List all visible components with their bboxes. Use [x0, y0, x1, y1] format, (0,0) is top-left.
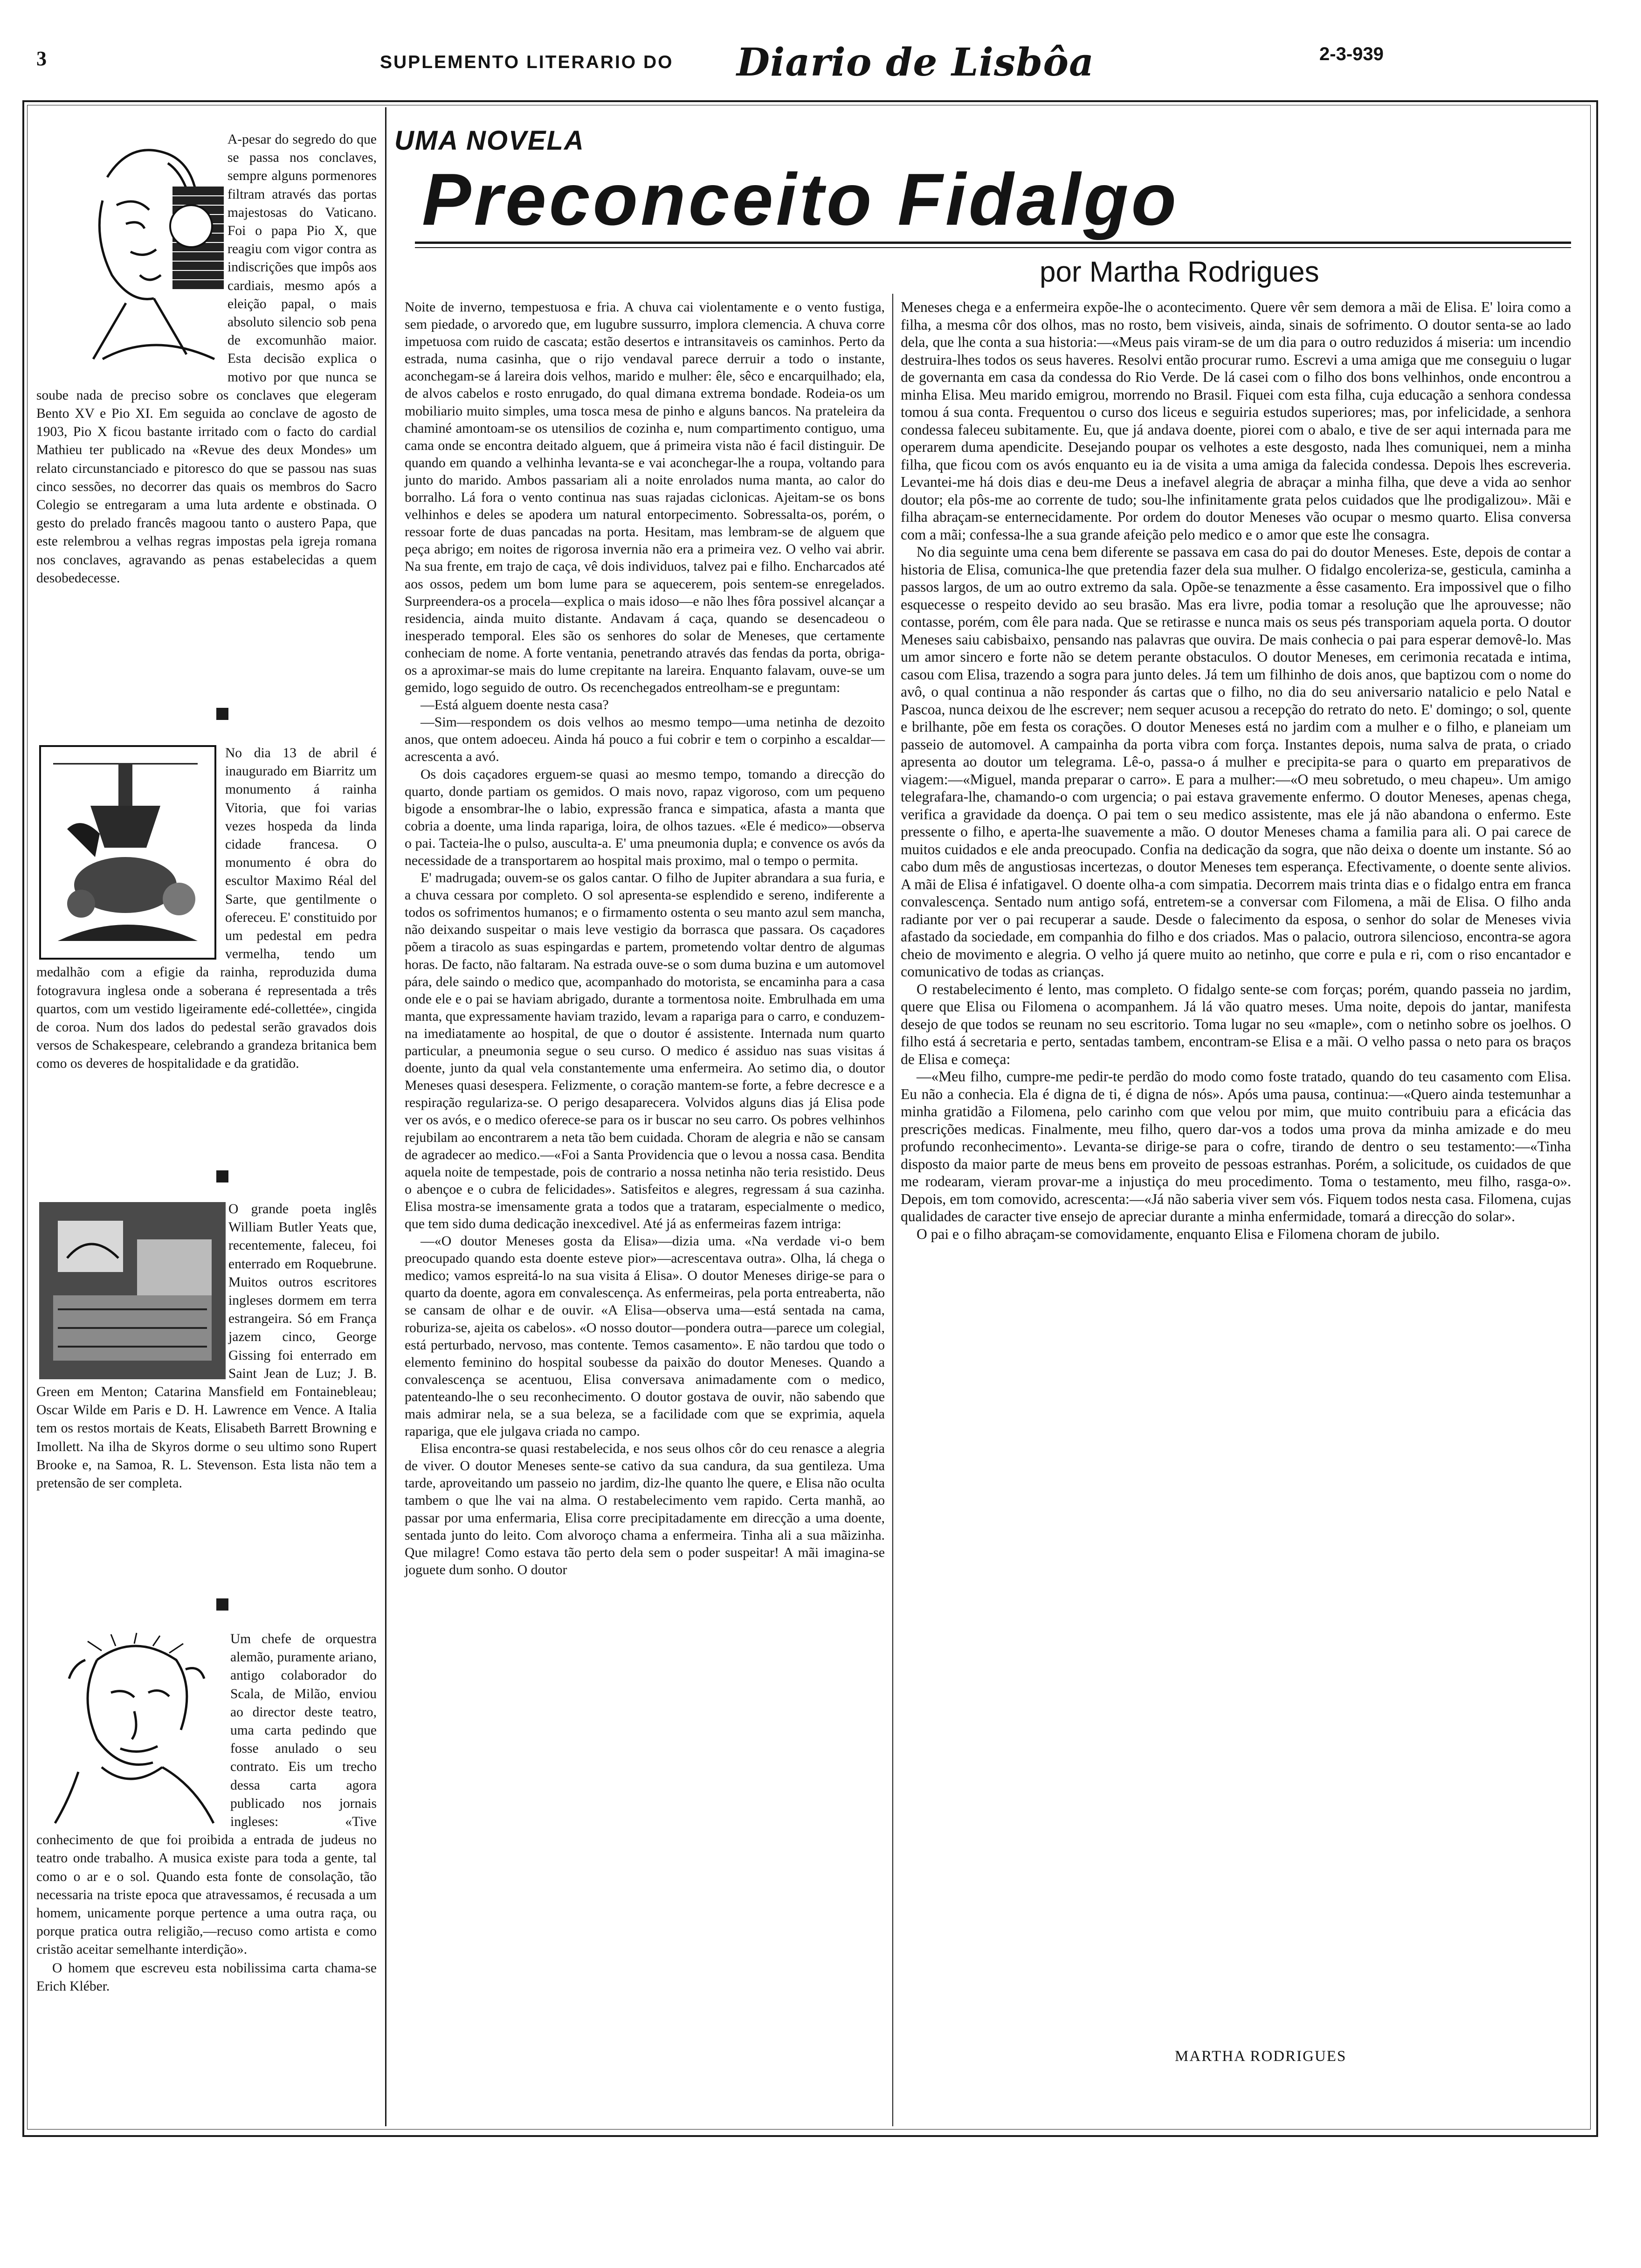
newspaper-masthead: Diario de Lisbôa [737, 40, 1095, 85]
story-kicker: UMA NOVELA [394, 125, 585, 156]
sidebar-paragraph: Um chefe de orquestra alemão, puramente ariano, antigo colaborador do Scala, de Milão, enviou ao director deste teatro, uma carta pedindo que fosse anulado o seu contrato. Eis um trecho dessa carta agora publicado nos jornais ingleses: «Tive conhecimento de que foi proibida a entrada de judeus no teatro onde trabalho. A musica existe para toda a gente, tal como o ar e o sol. Quando esta fonte de consolação, tão necessaria na triste epoca que atravessamos, é recusada a um homem, unicamente porque pertence a uma outra raça, ou porque pratica outra religião,—recuso como artista e como cristão aceitar semelhante interdição». [36, 1632, 377, 1957]
sidebar-paragraph: A-pesar do segredo do que se passa nos conclaves, sempre alguns pormenores filtram através das portas majestosas do Vaticano. Foi o papa Pio X, que reagiu com vigor contra as indiscrições que impôs aos cardiais, mesmo após a eleição papal, o mais absoluto silencio sob pena de excomunhão maior. Esta decisão explica o motivo por que nunca se soube nada de preciso sobre os conclaves que elegeram Bento XV e Pio XI. Em seguida ao conclave de agosto de 1903, Pio X ficou bastante irritado com o facto do cardial Mathieu ter publicado na «Revue des deux Mondes» um relato circunstanciado e pitoresco do que se passou nas suas cinco sessões, no decorrer das quais os membros do Sacro Colegio se entregaram a uma luta ardente e obstinada. O gesto do prelado francês magoou tanto o austero Papa, que este relembrou a velhas regras impostas pela igreja romana nos conclaves, agravando as penas estabelecidas a quem desobedecesse. [36, 132, 377, 586]
page-number: 3 [36, 47, 47, 70]
story-paragraph: O restabelecimento é lento, mas completo. O fidalgo sente-se com forças; porém, quando passeia no jardim, quere que Elisa ou Filomena o acompanhem. Já lá vão quatro meses. Uma noite, depois do jantar, manifesta desejo de que todos se reunam no seu escritorio. Toma lugar no seu «maple», com o netinho sobre os joelhos. O filho está á secretaria e perto, sentadas tambem, encontram-se Elisa e a mãi. O velho passa o neto para os braços de Elisa e começa: [901, 981, 1571, 1067]
sidebar-paragraph: O grande poeta inglês William Butler Yeats que, recentemente, faleceu, foi enterrado em Roquebrune. Muitos outros escritores ingleses dormem em terra estrangeira. Só em França jazem cinco, George Gissing foi enterrado em Saint Jean de Luz; J. B. Green em Menton; Catarina Mansfield em Fontainebleau; Oscar Wilde em Paris e D. H. Lawrence em Vence. A Italia tem os restos mortais de Keats, Elisabeth Barrett Browning e Imollett. Na ilha de Skyros dorme o seu ultimo sono Rupert Brooke e, na Samoa, R. L. Stevenson. Esta lista não tem a pretensão de ser completa. [36, 1202, 377, 1491]
sidebar-paragraph: O homem que escreveu esta nobilissima carta chama-se Erich Kléber. [36, 1960, 377, 1994]
story-byline: por Martha Rodrigues [1040, 256, 1319, 288]
story-paragraph: —Está alguem doente nesta casa? [421, 697, 609, 713]
story-column-2 [901, 298, 1571, 1243]
float-spacer [36, 744, 225, 960]
story-headline: Preconceito Fidalgo [422, 159, 1179, 241]
story-paragraph: Noite de inverno, tempestuosa e fria. A chuva cai violentamente e o vento fustiga, sem piedade, o arvoredo que, em lugubre sussurro, implora clemencia. A chuva corre impetuosa com ruido de cascata; estão desertos e intransitaveis os caminhos. Perto da estrada, numa casinha, que o rijo vendaval parece derruir a todo o instante, aconchegam-se á lareira dois velhos, marido e mulher: êle, sêco e encarquilhado; ela, de alvos cabelos e rosto enrugado, do qual dimana extrema bondade. Rodeia-os um mobiliario muito simples, uma tosca mesa de pinho e alguns bancos. Na prateleira da chaminé amontoam-se os utensilios de cozinha e, num compartimento contiguo, uma cama onde se encontra deitado alguem, que á primeira vista não é facil distinguir. De quando em quando a velhinha levanta-se e vai aconchegar-lhe a roupa, voltando para junto do marido. Ambos passariam ali a noite enrolados numa manta, ao calor do borralho. Lá fora o vento continua nas suas rajadas ciclonicas. Ajeitam-se os bons velhinhos e deles se apodera um natural entorpecimento. Sobressalta-os, porém, o ressoar forte de duas pancadas na porta. Hesitam, mas lembram-se de alguem que peça abrigo; em noites de rigorosa invernia não era a primeira vez. O velho vai abrir. Na sua frente, em trajo de caça, vê dois individuos, talvez pai e filho. Encharcados até aos ossos, pedem um bom lume para se aquecerem, pois sentem-se enregelados. Surpreendera-os a procela—explica o mais idoso—e não lhes fôra possivel alcançar a residencia, ainda muito distante. Andavam á caça, quando se desencadeou o inesperado temporal. Eles são os senhores do solar de Meneses, que certamente conheciam de nome. A forte ventania, penetrando através das fendas da porta, obriga-os a aproximar-se mais do lume crepitante na lareira. Enquanto falavam, ouve-se um gemido, logo seguido de outro. Os recenchegados entreolham-se e preguntam: [405, 299, 885, 696]
section-marker-square [216, 1170, 228, 1182]
headline-rule-thin [415, 247, 1571, 248]
story-paragraph: —Sim—respondem os dois velhos ao mesmo tempo—uma netinha de dezoito anos, que ontem adoeceu. Ainda há pouco a fui cobrir e tem o corpinho a escaldar—acrescenta a avó. [405, 714, 885, 765]
story-paragraph: O pai e o filho abraçam-se comovidamente, enquanto Elisa e Filomena choram de jubilo. [917, 1225, 1440, 1242]
story-signature: MARTHA RODRIGUES [1175, 2048, 1347, 2065]
float-spacer [36, 1630, 230, 1822]
sidebar-item-monument [36, 744, 377, 1073]
column-rule-left [385, 107, 386, 2126]
story-column-1 [405, 298, 885, 1578]
story-paragraph: E' madrugada; ouvem-se os galos cantar. O filho de Jupiter abrandara a sua furia, e a chuva cessara por completo. O sol apresenta-se esplendido e sereno, indiferente a todos os sofrimentos humanos; e o firmamento ostenta o seu manto azul sem mancha, não deixando suspeitar o mais leve vestigio da borrasca que passara. Os caçadores põem a tiracolo as suas espingardas e partem, prometendo voltar dentro de algumas horas. De facto, não faltaram. Na estrada ouve-se o som duma buzina e um automovel pára, dele saindo o medico que, acompanhado do motorista, se encaminha para a casa onde ele e o pai se haviam abrigado, durante a tormentosa noite. Embrulhada em uma manta, que expressamente haviam trazido, levam a rapariga para o carro, e conduzem-na imediatamente ao hospital, de que o doutor é assistente. Internada num quarto particular, a pneumonia segue o seu curso. O medico é assiduo nas suas visitas á doente, junto da qual vela constantemente uma enfermeira. Ao setimo dia, o doutor Meneses quasi desespera. Felizmente, o coração mantem-se forte, a febre decresce e a respiração regulariza-se. O perigo desaparecera. Volvidos alguns dias já Elisa pode ver os avós, e o medico oferece-se para os ir buscar no seu carro. Os pobres velhinhos rejubilam ao encontrarem a neta tão bem cuidada. Choram de alegria e não se cansam de agradecer ao medico.—«Foi a Santa Providencia que o levou a nossa casa. Bendita aquela noite de tempestade, pois de contrario a nossa netinha não teria resistido. Deus o abençoe e o cubra de felicidades». Satisfeitos e alegres, regressam á sua cazinha. Elisa mostra-se imensamente grata a todos que a trataram, especialmente o medico, que tem sido duma dedicação inexcedivel. Até já as enfermeiras fazem intriga: [405, 870, 885, 1231]
story-paragraph: Elisa encontra-se quasi restabelecida, e nos seus olhos côr do ceu renasce a alegria de viver. O doutor Meneses sente-se cativo da sua candura, da sua gentileza. Uma tarde, aproveitando um passeio no jardim, diz-lhe quanto lhe quere, e Elisa não oculta tambem o que lhe vai na alma. O restabelecimento vem rapido. Certa manhã, ao passar por uma enfermaria, Elisa corre precipitadamente em direcção a uma doente, sentada junto do leito. Com alvoroço chama a enfermeira. Tinha ali a sua mãizinha. Que milagre! Como estava tão perto dela sem o poder suspeitar! A mãi imagina-se joguete dum sonho. O doutor [405, 1441, 885, 1577]
story-paragraph: No dia seguinte uma cena bem diferente se passava em casa do pai do doutor Meneses. Este, depois de contar a historia de Elisa, comunica-lhe que pretendia fazer dela sua mulher. O fidalgo encoleriza-se, gesticula, caminha a passos largos, de um ao outro extremo da sala. Opõe-se tenazmente a êsse casamento. Era impossivel que o filho esquecesse o respeito devido ao seu brasão. Mas era livre, podia tomar a resolução que lhe aprouvesse; não contasse, porém, com êle para nada. Que se retirasse e nunca mais os seus pés transporiam aquela porta. O doutor Meneses saiu cabisbaixo, pensando nas palavras que ouvira. De mais conhecia o pai para esperar demovê-lo. Mas um amor sincero e forte não se detem perante obstaculos. O doutor Meneses, em cerimonia recatada e intima, casou com Elisa, trazendo a sogra para junto deles. Já tem um filhinho de dois anos, que baptizou com o nome do avô, o qual continua a não responder ás cartas que o filho, no dia do seu aniversario natalicio e pelo Natal e Pascoa, nunca deixou de lhe escrever; nem sequer acusou a recepção do retrato do neto. E' domingo; o sol, quente e brilhante, põe em festa os corações. O doutor Meneses está no jardim com a mulher e o filho, e planeiam um passeio de automovel. A campainha da porta vibra com força. Instantes depois, numa salva de prata, o criado apresenta ao doutor um telegrama. Lê-o, passa-o á mulher e precipita-se para o quarto em preparativos de viagem:—«Miguel, manda preparar o carro». E para a mulher:—«O meu sobretudo, o meu chapeu». Um amigo telegrafara-lhe, chamando-o com urgencia; o pai estava gravemente enfermo. O doutor Meneses, apenas chega, verifica a gravidade da doença. O pai tem o seu medico assistente, mas ele já não abandona o enfermo. Este pressente o filho, e aperta-lhe suavemente a mão. O doutor Meneses chama a familia para ali. O pai carece de muitos cuidados e ele anda preocupado. Confia na dedicação da sogra, que não deixa o doente um instante. Só ao cabo dum mês de angustiosas incertezas, o doutor Meneses tem esperança. Efectivamente, o doente sente alivios. A mãi de Elisa é infatigavel. O doente olha-a com simpatia. Decorrem mais trinta dias e o fidalgo entra em franca convalescença. Sentado num antigo sofá, entretem-se a conversar com Filomena, a mãi de Elisa. O filho anda radiante por ver o pai recuperar a saude. Desde o falecimento da esposa, o senhor do solar de Meneses vivia afastado da sociedade, em companhia do filho e dos criados. Mas o palacio, outrora silencioso, encontra-se agora cheio de movimento e alegria. O velho já quere muito ao netinho, que corre e pula e ri, com o riso encantador e comunicativo de todas as crianças. [901, 544, 1571, 980]
story-paragraph: Meneses chega e a enfermeira expõe-lhe o acontecimento. Quere vêr sem demora a mãi de Elisa. E' loira como a filha, a mesma côr dos olhos, mas no rosto, bem visiveis, ainda, sinais de sofrimento. O doutor senta-se ao lado dela, que lhe conta a sua historia:—«Meus pais viram-se de um dia para o outro reduzidos á miseria: um incendio destruira-lhes todos os seus haveres. Resolvi então procurar rumo. Escrevi a uma amiga que me conseguiu o lugar de governanta em casa da condessa do Rio Verde. De lá casei com o filho dos bons velhinhos, onde encontrou a minha Elisa. Meu marido emigrou, morrendo no Brasil. Fiquei com esta filha, cuja educação a senhora condessa tomou á sua conta. Frequentou o curso dos liceus e seguiria estudos superiores; mas, por infelicidade, a senhora condessa faleceu subitamente. Eu, que já andava doente, piorei com o abalo, e tive de ser aqui internada para me operarem duma apendicite. Desejando poupar os velhotes a este desgosto, nada lhes comuniquei, nem a minha filha, que ficou com os avós enquanto eu ia de visita a uma amiga da falecida condessa. Depois lhes escreveria. Levantei-me há dois dias e deu-me Deus a inefavel alegria de abraçar a minha filha, que deve a vida ao senhor doutor; ela pôs-me ao corrente de tudo; sou-lhe infinitamente grata pelos cuidados que lhe prodigalizou». Mãi e filha abraçam-se enternecidamente. Por ordem do doutor Meneses vão ocupar o mesmo quarto. Elisa conversa com a mãi; confessa-lhe a sua grande afeição pelo medico e o amor que este lhe consagra. [901, 299, 1571, 543]
section-marker-square [216, 1598, 228, 1611]
story-paragraph: —«Meu filho, cumpre-me pedir-te perdão do modo como foste tratado, quando do teu casamento com Elisa. Eu não a conhecia. Ela é digna de ti, é digna de nós». Após uma pausa, continua:—«Quero ainda testemunhar a minha gratidão a Filomena, pelo carinho com que velou por mim, que muito contribuiu para a eficácia das prescrições medicas. Finalmente, meu filho, quero dar-vos a todos uma prova da minha amizade e do meu profundo reconhecimento». Levanta-se dirige-se para o cofre, tirando de dentro o seu testamento:—«Tinha disposto da maior parte de meus bens em proveito de pessoas estranhas. Porém, a solicitude, os cuidados de que me rodearam, vieram provar-me a injustiça do meu procedimento. Toma o testamento, meu filho, rasga-o». Depois, em tom comovido, acrescenta:—«Já não saberia viver sem vós. Fiquem todos nesta casa. Filomena, cujas qualidades de caracter tive ensejo de apreciar durante a minha enfermidade, tomará a direcção do solar». [901, 1068, 1571, 1224]
column-rule-middle [892, 294, 893, 2126]
float-spacer [36, 131, 228, 369]
sidebar-item-poets [36, 1200, 377, 1493]
story-paragraph: —«O doutor Meneses gosta da Elisa»—dizia uma. «Na verdade vi-o bem preocupado quando esta doente esteve pior»—acrescentava outra». Olha, lá chega o medico; vamos espreitá-lo na sua visita á Elisa». O doutor Meneses dirige-se para o quarto da doente, agora em convalescença. As enfermeiras, pela porta entreaberta, não se cansam de olhar e de ouvir. «A Elisa—observa uma—está sentada na cama, roburiza-se, ajeita os cabelos». «O nosso doutor—pondera outra—parece um colegial, está perturbado, nervoso, mas contente. Temos casamento». E não tardou que todo o elemento feminino do hospital soubesse da paixão do doutor Meneses. Quando a convalescença se acentuou, Elisa conversava animadamente com o medico, patenteando-lhe o seu reconhecimento. O doutor gostava de ouvir, não sabendo que mais admirar nela, se a sua beleza, se a facilidade com que se exprimia, aquela rapariga, que ele julgava criada no campo. [405, 1233, 885, 1439]
sidebar-paragraph: No dia 13 de abril é inaugurado em Biarritz um monumento á rainha Vitoria, que foi varias vezes hospeda da linda cidade francesa. O monumento é obra do escultor Maximo Réal del Sarte, que gentilmente o ofereceu. E' constituido por um pedestal em pedra vermelha, tendo um medalhão com a efigie da rainha, reproduzida duma fotogravura inglesa onde a soberana é representada a três quartos, com um vestido ligeiramente edé-collettée», cingida de coroa. Num dos lados do pedestal serão gravados dois versos de Schakespeare, celebrando a grandeza britanica bem como os deveres de hospitalidade e da gratidão. [36, 746, 377, 1072]
issue-date: 2-3-939 [1319, 44, 1384, 64]
sidebar-item-conclaves [36, 131, 377, 588]
section-marker-square [216, 708, 228, 720]
float-spacer [36, 1200, 228, 1380]
supplement-title: SUPLEMENTO LITERARIO DO [380, 52, 674, 72]
sidebar-item-conductor [36, 1630, 377, 1996]
story-paragraph: Os dois caçadores erguem-se quasi ao mesmo tempo, tomando a direcção do quarto, donde partiam os gemidos. O mais novo, rapaz vigoroso, com um pequeno bigode a ensombrar-lhe o labio, expressão franca e simpatica, afasta a manta que cobria a doente, uma linda rapariga, loira, de olhos tazues. «Ele é medico»—observa o pai. Tacteia-lhe o pulso, ausculta-a. E' uma pneumonia dupla; e convence os avós da necessidade de a transportarem ao hospital mais proximo, mal o tempo o permita. [405, 766, 885, 868]
